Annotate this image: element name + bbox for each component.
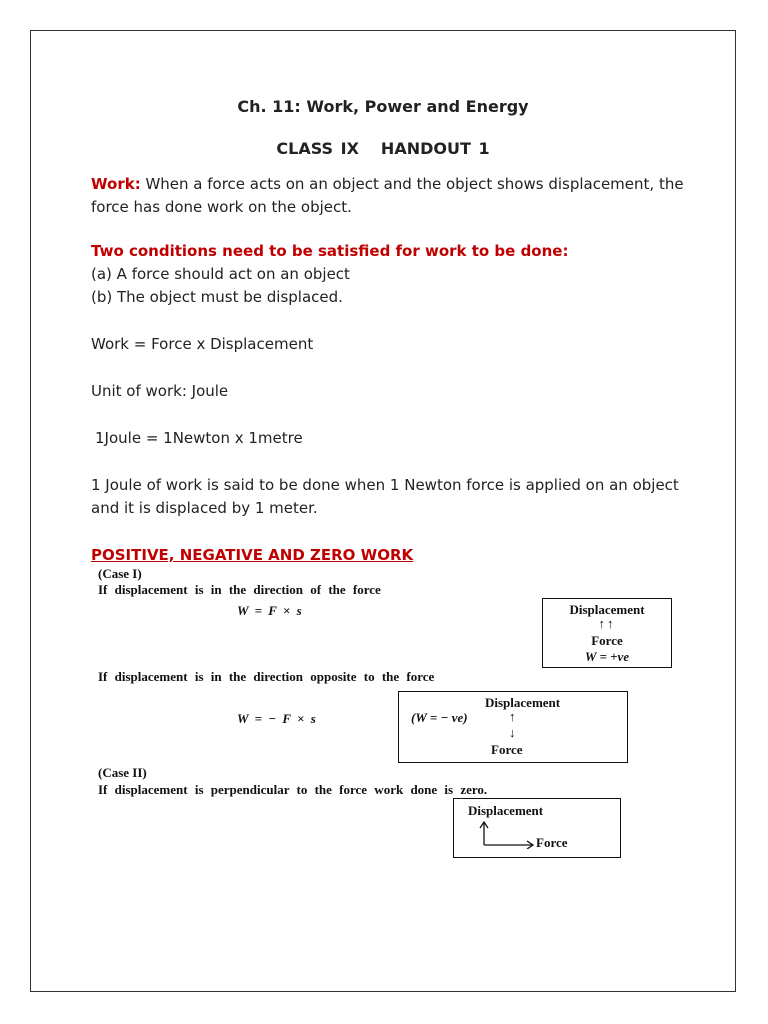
negative-work-box xyxy=(398,691,628,763)
condition-item: (b) The object must be displaced. xyxy=(91,288,343,306)
box-displacement: Displacement xyxy=(569,602,645,617)
joule-text: 1 Joule of work is said to be done when 1 Newton force is applied on an object and it is displaced by 1 meter. xyxy=(91,476,679,517)
formula-negative: W = − F × s xyxy=(237,711,316,726)
box-force: Force xyxy=(491,742,523,757)
conditions-block xyxy=(91,240,691,309)
case2-label: (Case II) xyxy=(98,765,147,780)
positive-work-box xyxy=(542,598,672,668)
work-label: Work: xyxy=(91,175,141,193)
box-displacement: Displacement xyxy=(468,803,544,818)
conditions-heading: Two conditions need to be satisfied for work to be done: xyxy=(91,242,569,260)
work-text: When a force acts on an object and the object shows displacement, the force has done work on the object. xyxy=(91,175,684,216)
joule-definition: 1Joule = 1Newton x 1metre xyxy=(95,429,303,447)
condition-item: (a) A force should act on an object xyxy=(91,265,350,283)
case2-line1: If displacement is perpendicular to the force work done is zero. xyxy=(98,782,488,797)
handout-label: HANDOUT 1 xyxy=(380,139,490,158)
work-definition xyxy=(91,173,691,219)
formula-positive: W = F × s xyxy=(237,603,302,618)
page-title: Ch. 11: Work, Power and Energy xyxy=(237,97,529,116)
handout-page xyxy=(30,30,736,992)
box-result: (W = − ve) xyxy=(411,710,468,725)
box-result: W = +ve xyxy=(584,649,630,664)
work-formula-line: Work = Force x Displacement xyxy=(91,335,314,353)
case1-line1: If displacement is in the direction of the force xyxy=(98,582,381,597)
down-arrow-icon: ↓ xyxy=(509,725,516,740)
up-arrow-icon: ↑ xyxy=(509,709,516,724)
section-heading: POSITIVE, NEGATIVE AND ZERO WORK xyxy=(91,546,414,564)
class-label: CLASS IX xyxy=(276,139,359,158)
up-arrows-icon: ↑↑ xyxy=(598,616,616,631)
perpendicular-arrows-icon xyxy=(478,819,538,849)
case1-line2: If displacement is in the direction opposite to the force xyxy=(98,669,435,684)
case1-label: (Case I) xyxy=(98,566,142,581)
zero-work-box xyxy=(453,798,621,858)
unit-line: Unit of work: Joule xyxy=(91,382,229,400)
box-force: Force xyxy=(536,835,568,850)
class-heading xyxy=(31,139,735,158)
box-force: Force xyxy=(591,633,623,648)
box-displacement: Displacement xyxy=(485,695,561,710)
